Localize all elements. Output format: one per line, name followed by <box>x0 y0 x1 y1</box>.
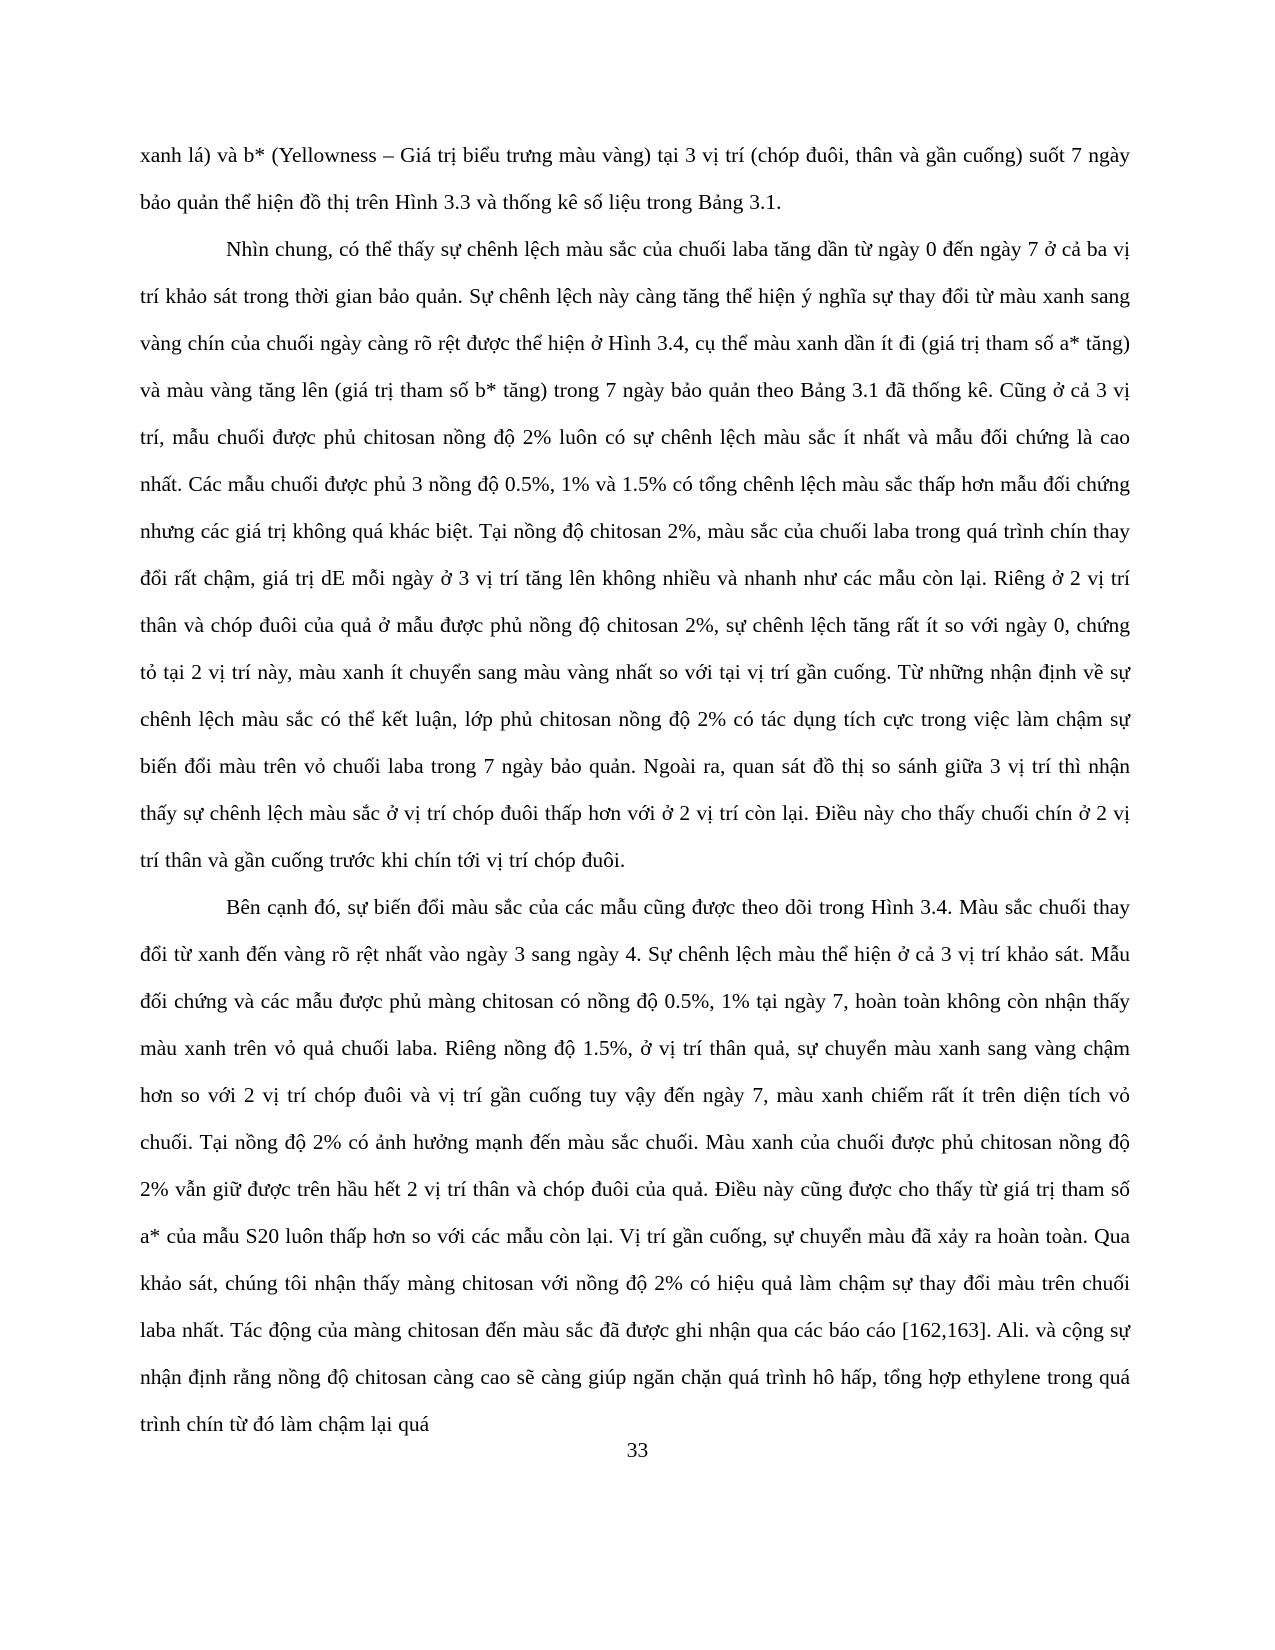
paragraph-3: Bên cạnh đó, sự biến đổi màu sắc của các mẫu cũng được theo dõi trong Hình 3.4. Màu sắc chuối thay đổi từ xanh đến vàng rõ rệt nhất vào ngày 3 sang ngày 4. Sự chênh lệch màu thể hiện ở cả 3 vị trí khảo sát. Mẫu đối chứng và các mẫu được phủ màng chitosan có nồng độ 0.5%, 1% tại ngày 7, hoàn toàn không còn nhận thấy màu xanh trên vỏ quả chuối laba. Riêng nồng độ 1.5%, ở vị trí thân quả, sự chuyển màu xanh sang vàng chậm hơn so với 2 vị trí chóp đuôi và vị trí gần cuống tuy vậy đến ngày 7, màu xanh chiếm rất ít trên diện tích vỏ chuối. Tại nồng độ 2% có ảnh hưởng mạnh đến màu sắc chuối. Màu xanh của chuối được phủ chitosan nồng độ 2% vẫn giữ được trên hầu hết 2 vị trí thân và chóp đuôi của quả. Điều này cũng được cho thấy từ giá trị tham số a* của mẫu S20 luôn thấp hơn so với các mẫu còn lại. Vị trí gần cuống, sự chuyển màu đã xảy ra hoàn toàn. Qua khảo sát, chúng tôi nhận thấy màng chitosan với nồng độ 2% có hiệu quả làm chậm sự thay đổi màu trên chuối laba nhất. Tác động của màng chitosan đến màu sắc đã được ghi nhận qua các báo cáo [162,163]. Ali. và cộng sự nhận định rằng nồng độ chitosan càng cao sẽ càng giúp ngăn chặn quá trình hô hấp, tổng hợp ethylene trong quá trình chín từ đó làm chậm lại quá <box>140 895 1130 1436</box>
paragraph-1: xanh lá) và b* (Yellowness – Giá trị biểu trưng màu vàng) tại 3 vị trí (chóp đuôi, thân và gần cuống) suốt 7 ngày bảo quản thể hiện đồ thị trên Hình 3.3 và thống kê số liệu trong Bảng 3.1. <box>140 143 1130 214</box>
page-number: 33 <box>626 1438 649 1462</box>
page-body <box>140 132 1130 1448</box>
paragraph-2: Nhìn chung, có thể thấy sự chênh lệch màu sắc của chuối laba tăng dần từ ngày 0 đến ngày 7 ở cả ba vị trí khảo sát trong thời gian bảo quản. Sự chênh lệch này càng tăng thể hiện ý nghĩa sự thay đổi từ màu xanh sang vàng chín của chuối ngày càng rõ rệt được thể hiện ở Hình 3.4, cụ thể màu xanh dần ít đi (giá trị tham số a* tăng) và màu vàng tăng lên (giá trị tham số b* tăng) trong 7 ngày bảo quản theo Bảng 3.1 đã thống kê. Cũng ở cả 3 vị trí, mẫu chuối được phủ chitosan nồng độ 2% luôn có sự chênh lệch màu sắc ít nhất và mẫu đối chứng là cao nhất. Các mẫu chuối được phủ 3 nồng độ 0.5%, 1% và 1.5% có tổng chênh lệch màu sắc thấp hơn mẫu đối chứng nhưng các giá trị không quá khác biệt. Tại nồng độ chitosan 2%, màu sắc của chuối laba trong quá trình chín thay đổi rất chậm, giá trị dE mỗi ngày ở 3 vị trí tăng lên không nhiều và nhanh như các mẫu còn lại. Riêng ở 2 vị trí thân và chóp đuôi của quả ở mẫu được phủ nồng độ chitosan 2%, sự chênh lệch tăng rất ít so với ngày 0, chứng tỏ tại 2 vị trí này, màu xanh ít chuyển sang màu vàng nhất so với tại vị trí gần cuống. Từ những nhận định về sự chênh lệch màu sắc có thể kết luận, lớp phủ chitosan nồng độ 2% có tác dụng tích cực trong việc làm chậm sự biến đổi màu trên vỏ chuối laba trong 7 ngày bảo quản. Ngoài ra, quan sát đồ thị so sánh giữa 3 vị trí thì nhận thấy sự chênh lệch màu sắc ở vị trí chóp đuôi thấp hơn với ở 2 vị trí còn lại. Điều này cho thấy chuối chín ở 2 vị trí thân và gần cuống trước khi chín tới vị trí chóp đuôi. <box>140 237 1130 872</box>
